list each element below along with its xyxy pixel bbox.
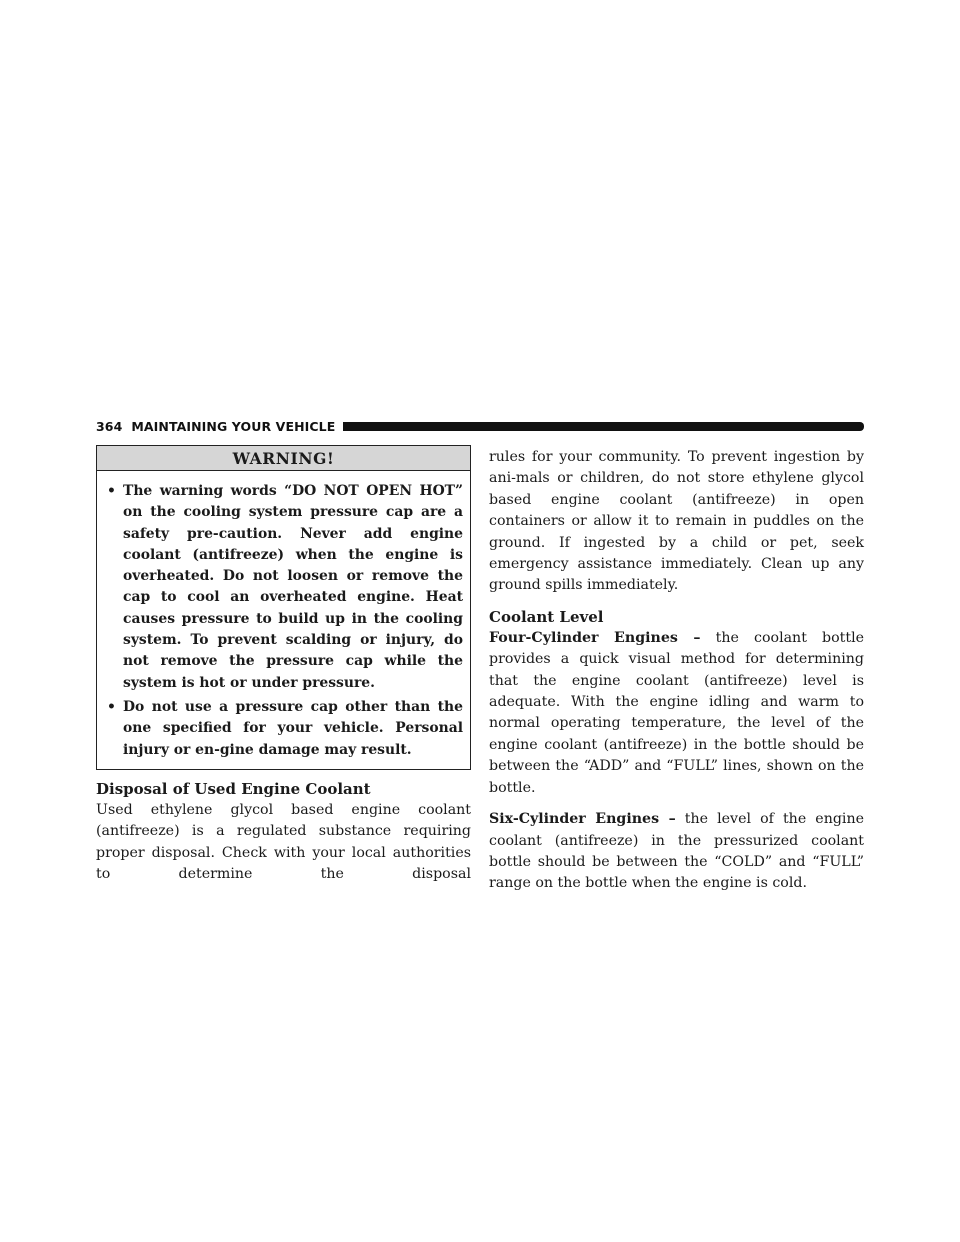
warning-title: WARNING!: [97, 446, 470, 471]
header-rule: [343, 422, 864, 431]
six-cylinder-lead: Six-Cylinder Engines –: [489, 811, 676, 828]
bullet-icon: •: [107, 698, 116, 715]
page-header: [96, 419, 864, 433]
coolant-level-heading: Coolant Level: [489, 607, 604, 626]
warning-item-text: Do not use a pressure cap other than the one specified for your vehicle. Personal injury or en-gine damage may result.: [123, 698, 463, 758]
four-cylinder-paragraph: [489, 628, 864, 799]
disposal-continued: rules for your community. To prevent ingestion by ani-mals or children, do not store ethylene glycol based engine coolant (antifreeze) in open containers or allow it to remain in puddles on the ground. If ingested by a child or pet, seek emergency assistance immediately. Clean up any ground spills immediately.: [489, 449, 864, 594]
four-cylinder-body: the coolant bottle provides a quick visual method for determining that the engine coolant (antifreeze) level is adequate. With the engine idling and warm to normal operating temperature, the level of the engine coolant (antifreeze) in the bottle should be between the “ADD” and “FULL” lines, shown on the bottle.: [489, 629, 865, 796]
bullet-icon: •: [107, 483, 116, 499]
six-cylinder-body: the level of the engine coolant (antifreeze) in the pressurized coolant bottle should be between the “COLD” and “FULL” range on the bottle when the engine is cold.: [489, 811, 864, 892]
section-title: MAINTAINING YOUR VEHICLE: [131, 418, 336, 434]
four-cylinder-lead: Four-Cylinder Engines –: [489, 629, 701, 646]
disposal-body: Used ethylene glycol based engine coolant (antifreeze) is a regulated substance requiring proper disposal. Check with your local authorities to determine the disposal: [96, 801, 471, 883]
left-column: [96, 445, 471, 885]
page-number: 364: [96, 418, 123, 434]
header-label: [96, 419, 343, 434]
warning-box: [96, 445, 471, 770]
six-cylinder-paragraph: [489, 809, 864, 895]
right-column: [489, 447, 864, 895]
warning-item: [97, 481, 463, 694]
warning-item-text: The warning words “DO NOT OPEN HOT” on the cooling system pressure cap are a safety pre-caution. Never add engine coolant (antifreeze) when the engine is overheated. Do not loosen or remove the cap to cool an overheated engine. Heat causes pressure to build up in the cooling system. To prevent scalding or injury, do not remove the pressure cap while the system is hot or under pressure.: [123, 483, 463, 691]
warning-list: [97, 471, 470, 769]
warning-item: [97, 697, 463, 761]
disposal-heading: Disposal of Used Engine Coolant: [96, 779, 371, 798]
